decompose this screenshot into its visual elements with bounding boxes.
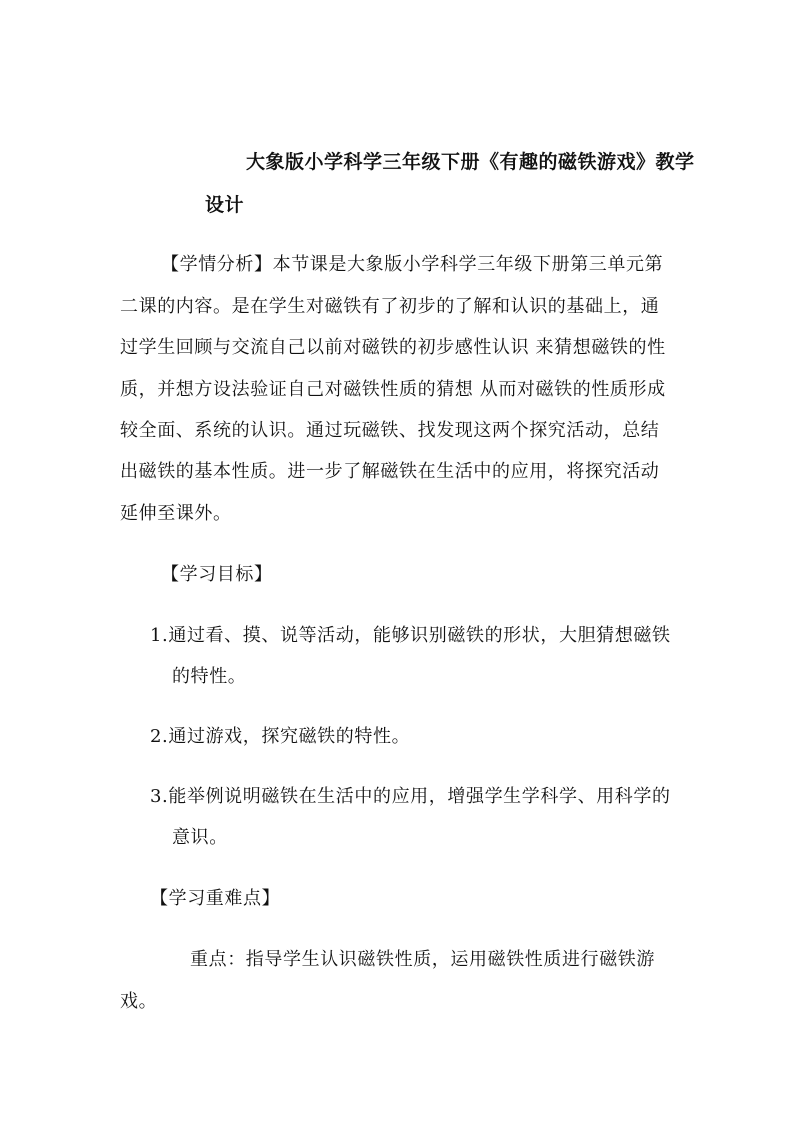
key-point-line-2: 戏。 — [120, 991, 158, 1012]
analysis-line-3: 过学生回顾与交流自己以前对磁铁的初步感性认识 来猜想磁铁的性 — [120, 337, 666, 358]
objective-1-line-2: 的特性。 — [172, 666, 247, 687]
key-point-line-1: 重点：指导学生认识磁铁性质，运用磁铁性质进行磁铁游 — [190, 949, 655, 970]
analysis-line-7: 延伸至课外。 — [120, 503, 232, 524]
objective-3-line-2: 意识。 — [172, 827, 228, 848]
analysis-line-2: 二课的内容。是在学生对磁铁有了初步的了解和认识的基础上，通 — [120, 296, 660, 317]
key-points-heading: 【学习重难点】 — [150, 888, 281, 909]
objective-3-line-1: 3.能举例说明磁铁在生活中的应用，增强学生学科学、用科学的 — [150, 786, 671, 807]
objectives-heading: 【学习目标】 — [161, 564, 273, 585]
title-line-2: 设计 — [205, 194, 245, 216]
title-line-1: 大象版小学科学三年级下册《有趣的磁铁游戏》教学 — [246, 151, 695, 173]
analysis-line-6: 出磁铁的基本性质。进一步了解磁铁在生活中的应用，将探究活动 — [120, 461, 660, 482]
objective-2: 2.通过游戏，探究磁铁的特性。 — [150, 726, 411, 747]
analysis-line-1: 【学情分析】本节课是大象版小学科学三年级下册第三单元第 — [161, 254, 664, 275]
analysis-line-5: 较全面、系统的认识。通过玩磁铁、找发现这两个探究活动，总结 — [120, 420, 660, 441]
analysis-line-4: 质，并想方设法验证自己对磁铁性质的猜想 从而对磁铁的性质形成 — [120, 379, 666, 400]
objective-1-line-1: 1.通过看、摸、说等活动，能够识别磁铁的形状，大胆猜想磁铁 — [150, 625, 671, 646]
